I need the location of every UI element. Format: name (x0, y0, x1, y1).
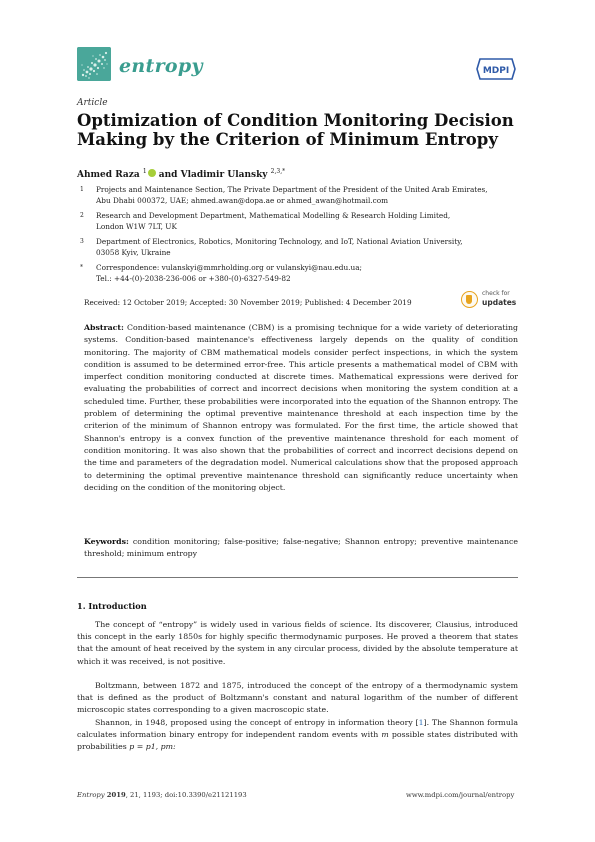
body-paragraph (77, 717, 518, 754)
affiliation-item (96, 185, 488, 206)
body-paragraph: The concept of “entropy” is widely used in various fields of science. Its discoverer, Clausius, introduced this concept in the early 1850s for highly specific thermodynamic purposes. He proved a theorem that states that the amount of heat received by the system in any circular process, divided by the absolute temperature at which it was received, is not positive. (77, 620, 518, 666)
author-name[interactable]: Vladimir Ulansky (180, 170, 268, 180)
affiliation-item (96, 237, 463, 258)
affiliation-item (96, 211, 450, 232)
footer-year: 2019 (106, 791, 126, 799)
article-type: Article (77, 98, 108, 108)
affiliation-line: Research and Development Department, Mathematical Modelling & Research Holding Limited, (96, 211, 451, 220)
math-variable: m (381, 730, 389, 740)
publication-dates: Received: 12 October 2019; Accepted: 30 November 2019; Published: 4 December 2019 (84, 298, 412, 307)
paragraph-text: possible states distributed with probabilities (77, 730, 518, 752)
affiliation-number: 1 (80, 186, 84, 193)
mdpi-logo-text: MDPI (482, 66, 510, 76)
body-paragraph: Boltzmann, between 1872 and 1875, introduced the concept of the entropy of a thermodynamic system that is defined as the product of Boltzmann's constant and natural logarithm of the number of different microscopic states corresponding to a given macroscopic state. (77, 681, 518, 715)
abstract-label: Abstract: (84, 323, 124, 332)
keywords-label: Keywords: (84, 537, 129, 546)
correspondence (96, 263, 362, 284)
section-heading: 1. Introduction (77, 601, 147, 611)
keywords-text: condition monitoring; false-positive; false-negative; Shannon entropy; preventive maintenance threshold; minimum entropy (84, 537, 518, 559)
footer-journal: Entropy (77, 791, 105, 799)
keywords (84, 536, 518, 561)
orcid-icon[interactable] (148, 169, 156, 177)
paragraph-text: Shannon, in 1948, proposed using the concept of entropy in information theory [ (95, 718, 419, 727)
correspondence-line: Tel.: +44-(0)-2038-236-006 or +380-(0)-6327-549-82 (96, 273, 291, 283)
abstract (84, 322, 518, 494)
author-connector: and (158, 170, 178, 180)
journal-url-link[interactable]: www.mdpi.com/journal/entropy (406, 791, 515, 799)
paragraph-text: ]. The Shannon formula calculates information binary entropy for independent random events with (77, 718, 518, 740)
affiliation-number: 2 (80, 212, 84, 219)
journal-logo-icon (77, 47, 111, 81)
citation-link[interactable]: 1 (418, 718, 424, 727)
author-name[interactable]: Ahmed Raza (77, 170, 140, 180)
section-divider (77, 577, 518, 578)
affiliation-line: 03058 Kyiv, Ukraine (96, 247, 171, 257)
check-for-updates-button[interactable] (461, 289, 523, 309)
affiliation-line: Abu Dhabi 000372, UAE; ahmed.awan@dopa.ae or ahmed_awan@hotmail.com (96, 195, 389, 205)
affiliation-number: 3 (80, 238, 84, 245)
correspondence-line[interactable]: Correspondence: vulanskyi@mmrholding.org or vulanskyi@nau.edu.ua; (96, 263, 363, 272)
check-updates-label: updates (482, 298, 517, 307)
author-affil-ref[interactable]: 2,3,* (270, 168, 286, 175)
check-updates-label: check for (482, 290, 510, 297)
journal-name: entropy (119, 55, 203, 77)
affiliation-line: Projects and Maintenance Section, The Private Department of the President of the United Arab Emirates, (96, 185, 488, 194)
paper-title: Optimization of Condition Monitoring Decision Making by the Criterion of Minimum Entropy (77, 111, 514, 149)
citation-footer (77, 791, 247, 799)
affiliation-line: London W1W 7LT, UK (96, 221, 177, 231)
affiliation-number: * (80, 264, 83, 271)
footer-doi[interactable]: , 21, 1193; doi:10.3390/e21121193 (125, 791, 247, 799)
author-list (77, 168, 285, 180)
affiliation-line: Department of Electronics, Robotics, Monitoring Technology, and IoT, National Aviation University, (96, 237, 463, 246)
mdpi-logo-icon (476, 58, 516, 80)
math-expression: p = p1, pm: (129, 742, 176, 752)
abstract-text: Condition-based maintenance (CBM) is a promising technique for a wide variety of deteriorating systems. Condition-based maintenance's effectiveness largely depends on the quality of condition monitoring. The majority of CBM mathematical models consider perfect inspections, in which the system condition is assumed to be determined error-free. This article presents a mathematical model of CBM with imperfect condition monitoring conducted at discrete times. Mathematical expressions were derived for evaluating the probabilities of correct and incorrect decisions when monitoring the system condition at a scheduled time. Further, these probabilities were incorporated into the equation of the Shannon entropy. The problem of determining the optimal preventive maintenance threshold at each inspection time by the criterion of the minimum of Shannon entropy was formulated. For the first time, the article showed that Shannon's entropy is a convex function of the preventive maintenance threshold for each moment of condition monitoring. It was also shown that the probabilities of correct and incorrect decisions depend on the time and parameters of the degradation model. Numerical calculations show that the proposed approach to determining the optimal preventive maintenance threshold can significantly reduce uncertainty when deciding on the condition of the monitoring object. (84, 323, 518, 492)
author-affil-ref[interactable]: 1 (142, 168, 147, 175)
check-updates-icon (461, 291, 478, 308)
